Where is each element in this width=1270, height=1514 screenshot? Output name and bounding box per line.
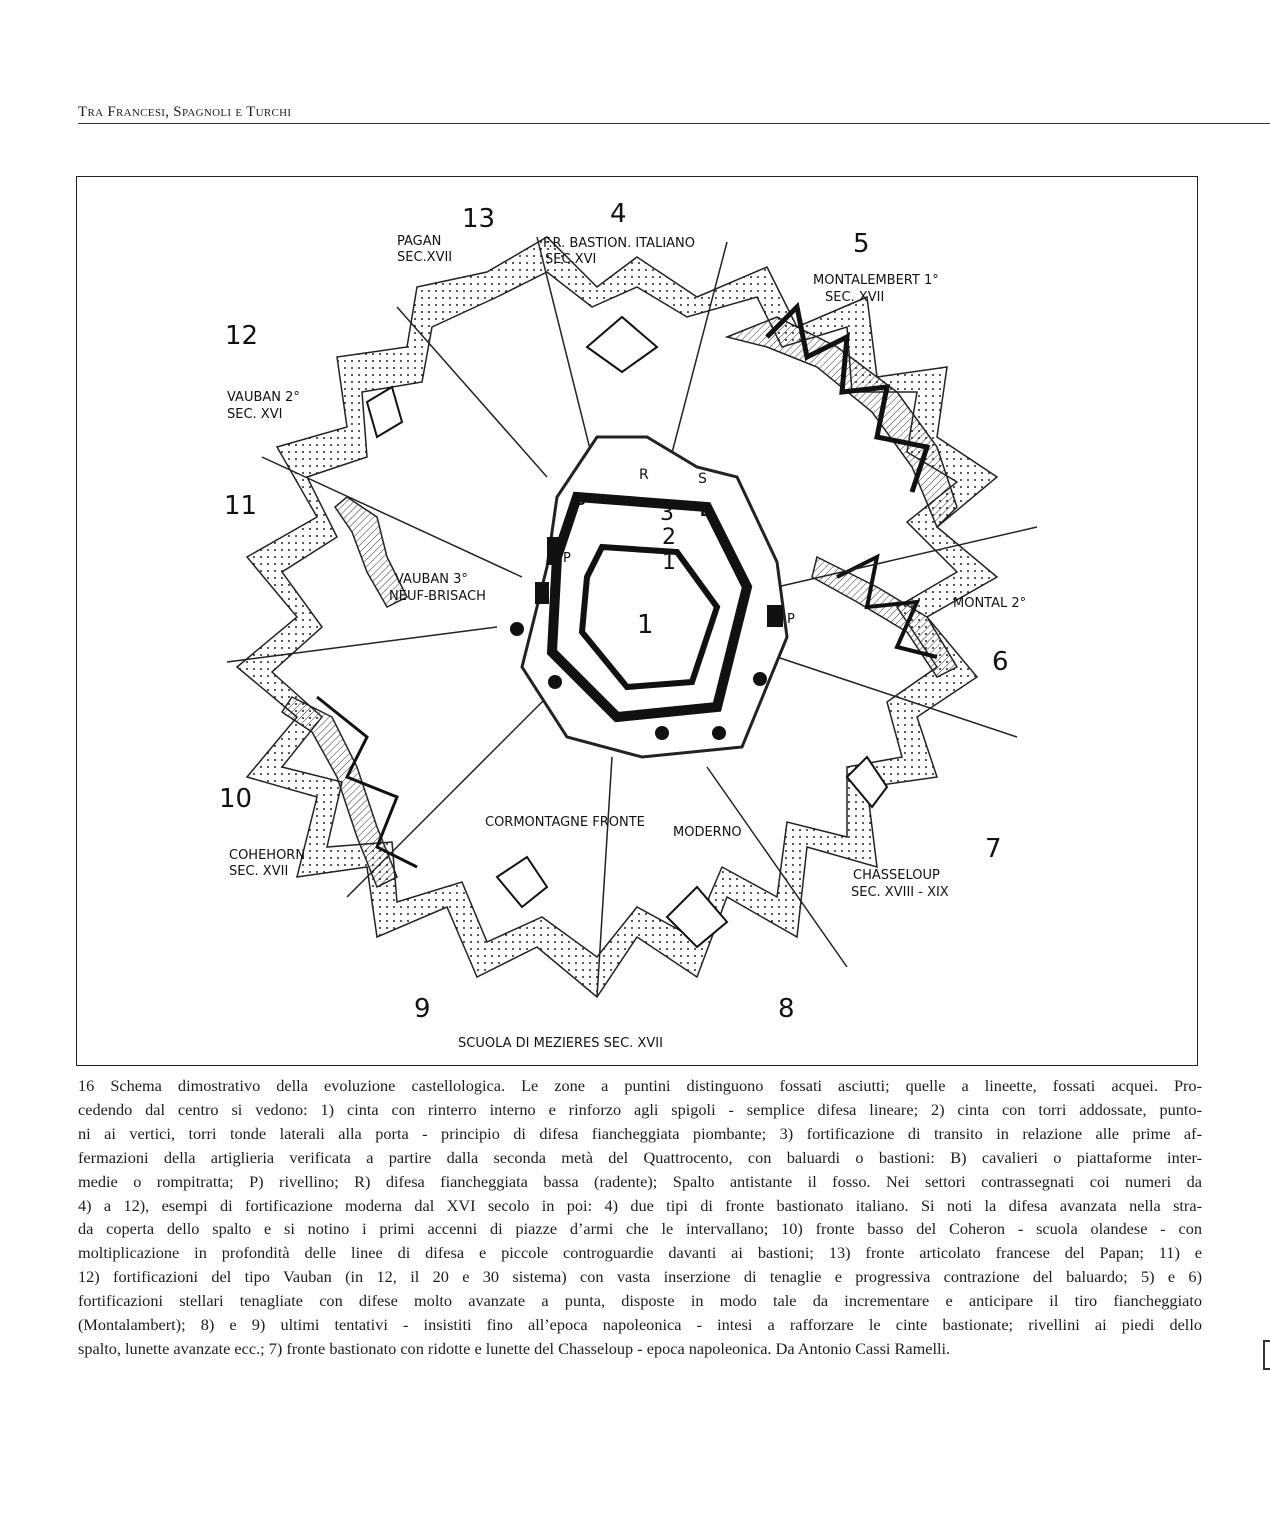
sector-number-10: 10 [219,784,253,814]
mark-p-2: P [549,586,557,601]
label-fronte-bastionato: F.R. BASTION. ITALIANO [543,236,696,251]
sector-number-5: 5 [853,229,870,259]
label-vauban-2-century: SEC. XVI [227,407,283,422]
header-rule [78,123,1270,124]
label-montalembert: MONTALEMBERT 1° [813,273,939,288]
ring-2-label: 2 [662,525,676,550]
caption-line: 4) a 12), esempi di fortificazione moderna dal XVI secolo in poi: 4) due tipi di fronte bastionato italiano. Si noti la difesa avanzata nella stra- [78,1195,1202,1215]
sector-number-4: 4 [610,199,627,229]
caption-line: cedendo dal centro si vedono: 1) cinta con rinterro interno e rinforzo agli spigoli - semplice difesa lineare; 2) cinta con torri addossate, punto- [78,1099,1202,1119]
label-montal-2: MONTAL 2° [953,596,1027,611]
label-fronte-century: SEC.XVI [545,252,597,267]
label-scuola-mezieres: SCUOLA DI MEZIERES SEC. XVII [458,1036,663,1051]
sector-number-6: 6 [992,647,1009,677]
fortification-diagram [77,177,1199,1067]
caption-line: moltiplicazione in profondità delle linee di difesa e piccole controguardie davanti ai bastioni; 13) fronte articolato francese del Papan; 11) e [78,1243,1202,1263]
label-vauban-3: VAUBAN 3° [395,572,468,587]
figure-caption [78,1074,1202,1361]
label-moderno: MODERNO [673,825,742,840]
mark-b-right: B [700,504,711,520]
page-edge-mark [1263,1340,1270,1370]
figure-frame [76,176,1198,1066]
ring-3-label: 3 [660,501,674,526]
ring-1-label: 1 [662,550,676,575]
sector-number-11: 11 [224,491,258,521]
caption-line: spalto, lunette avanzate ecc.; 7) fronte bastionato con ridotte e lunette del Chasseloup - epoca napoleonica. Da Antonio Cassi Ramelli. [78,1338,951,1358]
label-chasseloup-century: SEC. XVIII - XIX [851,885,949,900]
mark-r: R [639,467,649,483]
label-pagan-century: SEC.XVII [397,250,453,265]
caption-line: ni ai vertici, torri tonde laterali alla porta - principio di difesa fiancheggiata piombante; 3) fortificazione di transito in relazione alle prime af- [78,1123,1202,1143]
label-cohehorn: COHEHORN [229,848,306,863]
caption-line: fortificazioni stellari tenagliate con difese molto avanzate a punta, disposte in modo tale da incrementare e anticipare il tiro fiancheggiato [78,1291,1202,1311]
mark-p-3: P [787,612,795,627]
sector-number-13: 13 [462,204,496,234]
label-chasseloup: CHASSELOUP [853,868,940,883]
label-neuf-brisach: NEUF-BRISACH [389,589,486,604]
caption-line: 16 Schema dimostrativo della evoluzione castellologica. Le zone a puntini distinguono fossati asciutti; quelle a lineette, fossati acquei. Pro- [78,1076,1202,1095]
label-cormontagne: CORMONTAGNE FRONTE [485,815,645,830]
caption-line: fermazioni della artiglieria verificata a partire dalla seconda metà del Quattrocento, con baluardi o bastioni: B) cavalieri o piattaforme inter- [78,1147,1202,1167]
caption-line: da coperta dello spalto e si notino i primi accenni di piazze d’armi che le intervallano; 10) fronte basso del Coheron - scuola olandese - con [78,1219,1202,1239]
mark-p-1: P [563,551,571,566]
core-label: 1 [637,610,654,640]
sector-number-7: 7 [985,834,1002,864]
mark-s: S [698,471,707,487]
label-cohehorn-century: SEC. XVII [229,864,289,879]
mark-b-left: B [575,493,586,509]
running-head: Tra Francesi, Spagnoli e Turchi [78,104,292,120]
sector-number-12: 12 [225,321,259,351]
caption-line: 12) fortificazioni del tipo Vauban (in 12, il 20 e 30 sistema) con vasta inserzione di tenaglie e progressiva contrazione del baluardo; 5) e 6) [78,1267,1202,1287]
sector-number-8: 8 [778,994,795,1024]
caption-line: medie o rompitratta; P) rivellino; R) difesa fiancheggiata bassa (radente); Spalto antistante il fosso. Nei settori contrassegnati coi numeri da [78,1171,1202,1191]
label-montalembert-century: SEC. XVII [825,290,885,305]
sector-number-9: 9 [414,994,431,1024]
label-vauban-2: VAUBAN 2° [227,390,300,405]
caption-line: (Montalambert); 8) e 9) ultimi tentativi - insistiti fino all’epoca napoleonica - intesi a rafforzare le cinte bastionate; rivellini ai piedi dello [78,1315,1202,1335]
label-pagan: PAGAN [397,234,442,249]
